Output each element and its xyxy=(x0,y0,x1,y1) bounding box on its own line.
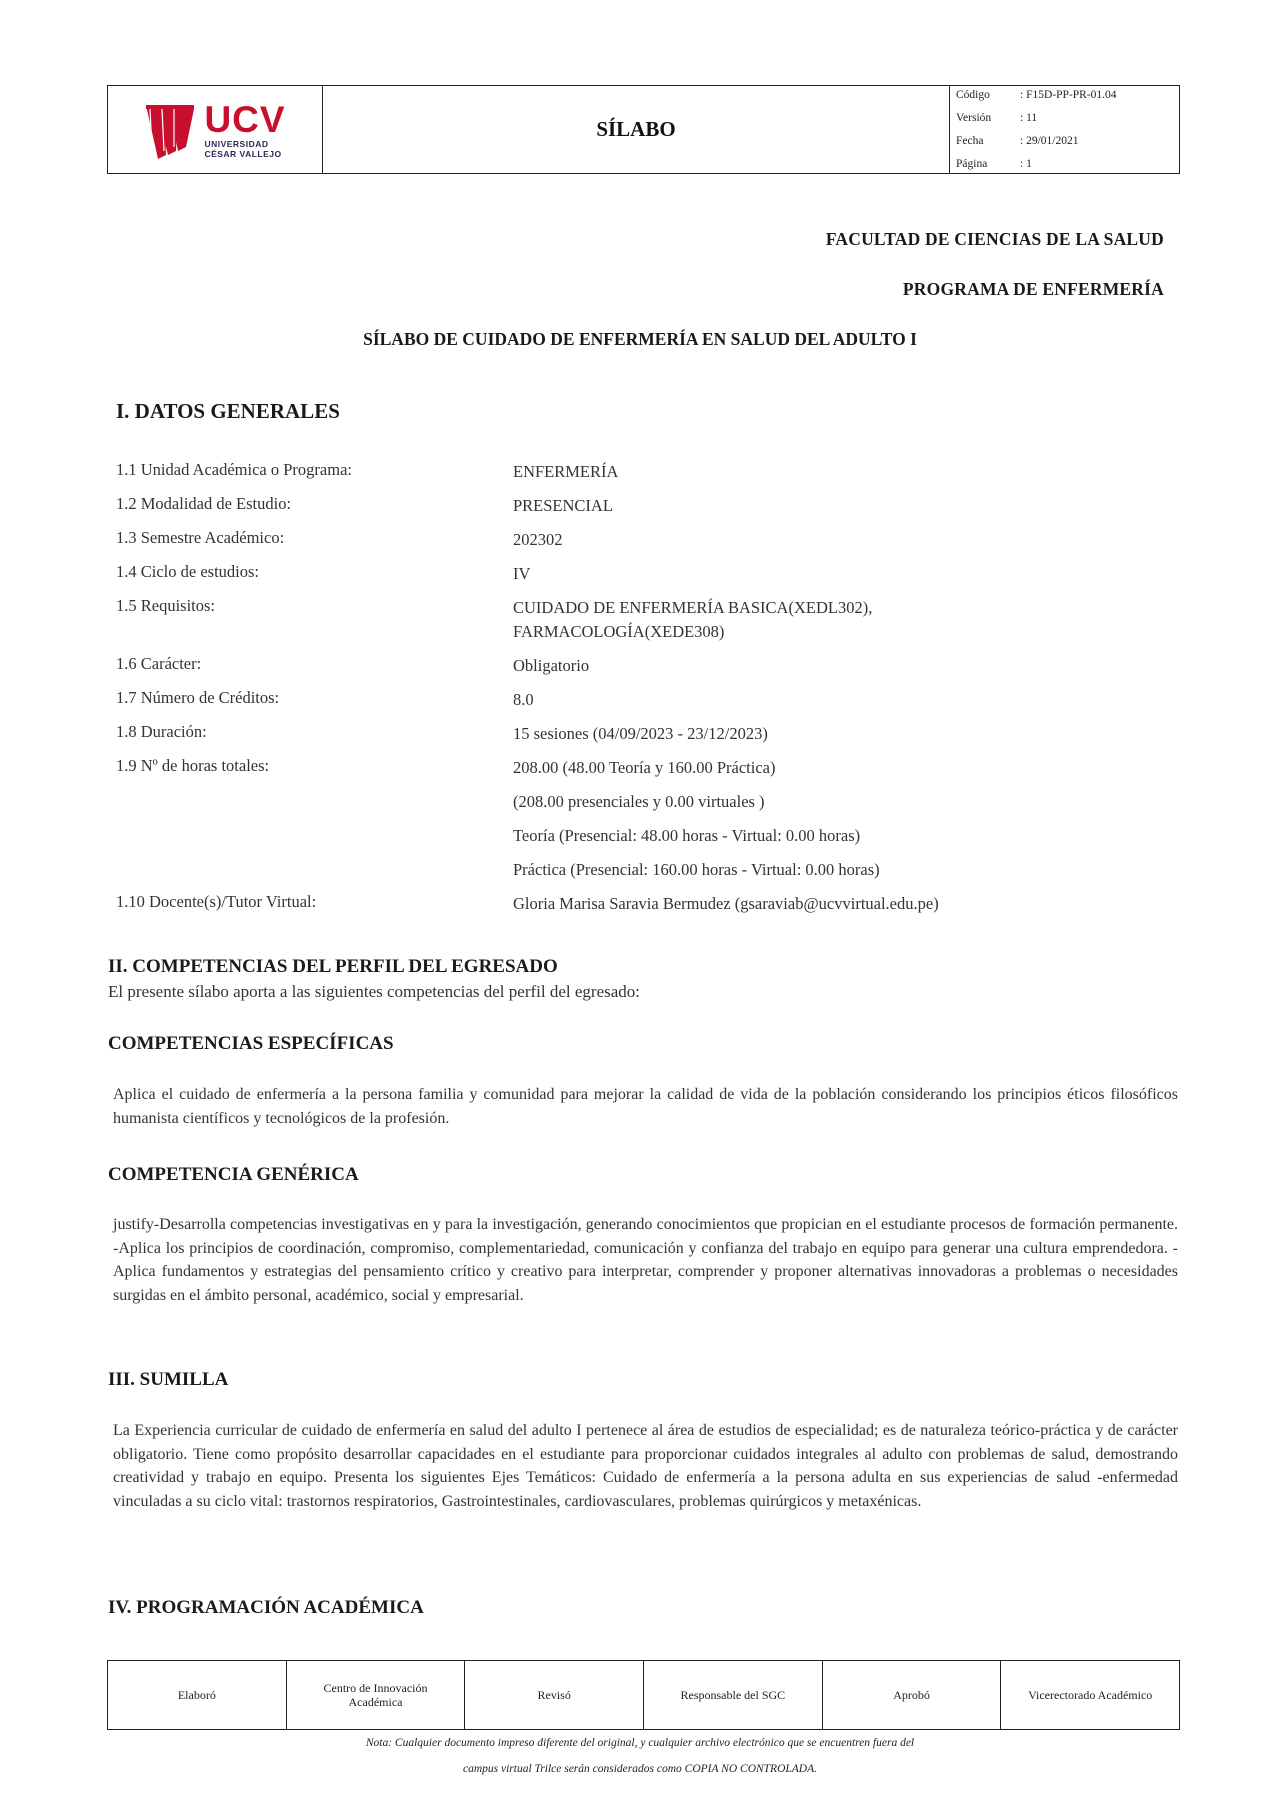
section-4-title: IV. PROGRAMACIÓN ACADÉMICA xyxy=(108,1597,424,1618)
general-data-row: Teoría (Presencial: 48.00 horas - Virtual: 0.00 horas) xyxy=(513,826,861,845)
meta-row-pagina: Página : 1 xyxy=(956,158,1032,170)
approval-cell: Responsable del SGC xyxy=(644,1661,823,1729)
program-title: PROGRAMA DE ENFERMERÍA xyxy=(902,279,1164,299)
general-data-row: 1.10 Docente(s)/Tutor Virtual: Gloria Marisa Saravia Bermudez (gsaraviab@ucvvirtual.edu.pe) xyxy=(116,892,939,913)
specific-competencies-text: Aplica el cuidado de enfermería a la persona familia y comunidad para mejorar la calidad de vida de la población considerando los principios éticos filosóficos humanista científicos y tecnológicos de la profesión. xyxy=(113,1086,1178,1127)
document-header xyxy=(107,85,1180,174)
general-data-row: 1.6 Carácter: Obligatorio xyxy=(116,654,590,675)
logo-line-1: UNIVERSIDAD xyxy=(204,138,269,149)
specific-competencies-title: COMPETENCIAS ESPECÍFICAS xyxy=(108,1033,394,1054)
approval-cell: Elaboró xyxy=(108,1661,287,1729)
general-data-row: 1.2 Modalidad de Estudio: PRESENCIAL xyxy=(116,494,613,515)
logo-cell xyxy=(108,86,323,173)
approval-cell: Revisó xyxy=(465,1661,644,1729)
section-2-title: II. COMPETENCIAS DEL PERFIL DEL EGRESADO xyxy=(108,956,558,977)
general-data-row: 1.8 Duración: 15 sesiones (04/09/2023 - 23/12/2023) xyxy=(116,722,768,743)
section-1-title: I. DATOS GENERALES xyxy=(116,399,340,423)
general-data-row: (208.00 presenciales y 0.00 virtuales ) xyxy=(513,792,765,811)
ucv-logo xyxy=(144,98,286,159)
generic-competency-title: COMPETENCIA GENÉRICA xyxy=(108,1164,359,1185)
logo-line-2: CÉSAR VALLEJO xyxy=(204,149,282,159)
general-data-row: 1.4 Ciclo de estudios: IV xyxy=(116,562,531,583)
approval-cell: Vicerectorado Académico xyxy=(1028,1688,1153,1702)
meta-row-codigo: Código : F15D-PP-PR-01.04 xyxy=(956,89,1117,101)
footer-note-line-2: campus virtual Trilce serán considerados como COPIA NO CONTROLADA. xyxy=(462,1763,818,1775)
header-meta xyxy=(949,86,1179,173)
sumilla-text: La Experiencia curricular de cuidado de enfermería en salud del adulto I pertenece al área de estudios de especialidad; es de naturaleza teórico-práctica y de carácter obligatorio. Tiene como propósito desarrollar capacidades en el estudiante para proporcionar cuidados integrales al adulto con problemas de salud, demostrando creatividad y trabajo en equipo. Presenta los siguientes Ejes Temáticos: Cuidado de enfermería a la persona adulta en sus experiencias de salud -enfermedad vinculadas a su ciclo vital: trastornos respiratorios, Gastrointestinales, cardiovasculares, problemas quirúrgicos y metaxénicas. xyxy=(113,1422,1178,1510)
section-3-title: III. SUMILLA xyxy=(108,1369,229,1390)
general-data-row: Práctica (Presencial: 160.00 horas - Virtual: 0.00 horas) xyxy=(513,860,880,879)
approval-cell: Aprobó xyxy=(823,1661,1002,1729)
general-data-row: 1.3 Semestre Académico: 202302 xyxy=(116,528,563,549)
generic-competency-text: justify-Desarrolla competencias investigativas en y para la investigación, generando conocimientos que propician en el estudiante procesos de formación permanente. -Aplica los principios de coordinación, compromiso, complementariedad, comunicación y confianza del trabajo en equipo para generar una cultura emprendedora. -Aplica fundamentos y estrategias del pensamiento crítico y creativo para interpretar, comprender y proponer alternativas innovadoras a problemas o necesidades surgidas en el ámbito personal, académico, social y empresarial. xyxy=(113,1216,1178,1304)
ucv-emblem-icon xyxy=(144,101,196,159)
general-data-row: 1.1 Unidad Académica o Programa: ENFERMERÍA xyxy=(116,460,619,481)
general-data-row: 1.9 Nº de horas totales: 208.00 (48.00 Teoría y 160.00 Práctica) xyxy=(116,756,776,777)
approval-table xyxy=(107,1660,1180,1730)
syllabus-title: SÍLABO DE CUIDADO DE ENFERMERÍA EN SALUD DEL ADULTO I xyxy=(363,329,917,349)
general-data-row: 1.7 Número de Créditos: 8.0 xyxy=(116,688,534,709)
meta-row-version: Versión : 11 xyxy=(956,112,1038,124)
faculty-title: FACULTAD DE CIENCIAS DE LA SALUD xyxy=(825,229,1164,249)
general-data-row: 1.5 Requisitos: CUIDADO DE ENFERMERÍA BASICA(XEDL302), FARMACOLOGÍA(XEDE308) xyxy=(116,596,873,641)
footer-note-line-1: Nota: Cualquier documento impreso diferente del original, y cualquier archivo electrónico que se encuentren fuera del xyxy=(365,1737,915,1749)
logo-brand: UCV xyxy=(204,98,286,140)
section-2-intro: El presente sílabo aporta a las siguientes competencias del perfil del egresado: xyxy=(108,982,640,1001)
meta-row-fecha: Fecha : 29/01/2021 xyxy=(956,135,1079,147)
header-title: SÍLABO xyxy=(596,117,676,141)
approval-cell: Centro de Innovación Académica xyxy=(287,1661,466,1729)
